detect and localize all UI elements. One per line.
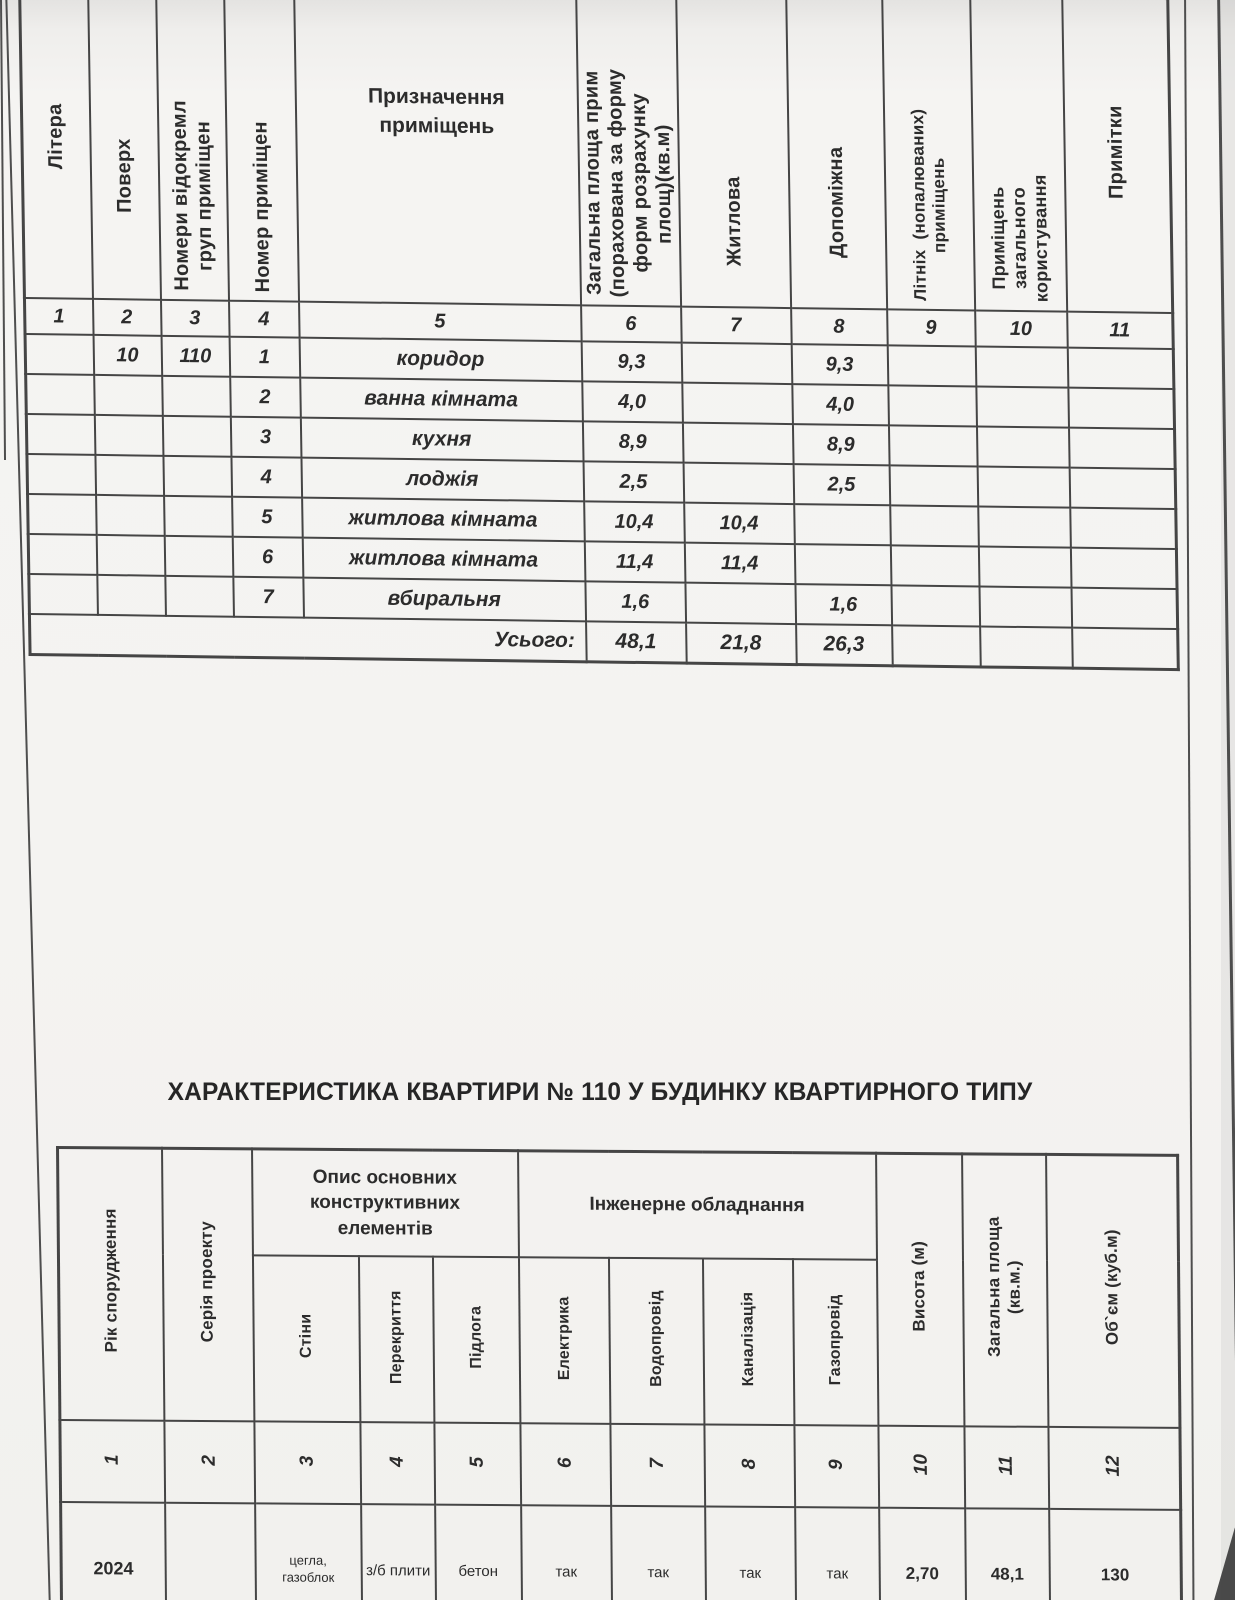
cell-auxiliary-area: 4,0 (792, 384, 889, 425)
totals-auxiliary-area: 26,3 (796, 624, 893, 666)
column-header-project-series (162, 1148, 254, 1421)
page-right-border-line-outer (1217, 0, 1235, 1600)
cell-living-area (682, 423, 793, 464)
cell-empty (978, 506, 1071, 547)
cell-room-number: 1 (229, 337, 300, 378)
cell-empty (888, 425, 977, 466)
cell-room-name: кухня (300, 418, 583, 462)
cell-total-area: 10,4 (584, 501, 685, 542)
column-header-floor (432, 1257, 519, 1424)
cell-total-area: 1,6 (585, 581, 686, 622)
cell-walls: цегла, газоблок (255, 1503, 362, 1600)
column-number: 2 (92, 299, 161, 336)
cell-empty (975, 346, 1068, 387)
column-header-total-area (576, 0, 681, 307)
cell-auxiliary-area: 1,6 (795, 584, 892, 625)
totals-total-area: 48,1 (586, 621, 687, 663)
column-number: 8 (791, 308, 888, 345)
cell-living-area (685, 583, 796, 624)
column-number: 11 (1067, 312, 1174, 349)
cell-room-number: 7 (233, 577, 304, 618)
column-header-floors-structure (358, 1256, 433, 1423)
column-header-floors-structure-label: Перекриття (387, 1289, 405, 1384)
cell-litera (28, 534, 97, 575)
page-corner-shadow (1208, 1528, 1235, 1600)
column-header-floor-label: Підлога (467, 1305, 485, 1369)
cell-empty (1071, 588, 1178, 629)
cell-auxiliary-area: 8,9 (792, 424, 889, 465)
cell-empty (976, 386, 1069, 427)
cell-empty (1072, 628, 1179, 670)
column-number: 7 (681, 307, 792, 344)
cell-room-name: лоджія (301, 458, 584, 502)
column-header-group-numbers-label: Номери відокремл груп приміщен (167, 100, 217, 292)
cell-room-number: 6 (232, 537, 303, 578)
cell-group-number (164, 496, 233, 537)
totals-living-area: 21,8 (686, 623, 797, 665)
cell-floor: бетон (435, 1505, 522, 1600)
cell-project-series (165, 1503, 256, 1600)
cell-total-area: 2,5 (583, 461, 684, 502)
cell-floor (94, 375, 163, 416)
column-header-gas-supply-label: Газопровід (826, 1294, 845, 1386)
cell-empty (1070, 508, 1177, 549)
cell-room-name: вбиральня (303, 578, 586, 622)
column-header-walls (252, 1255, 359, 1422)
cell-floor: 10 (93, 335, 162, 376)
column-header-common-rooms (970, 0, 1067, 312)
cell-empty (892, 625, 981, 667)
cell-room-name: житлова кімната (302, 498, 585, 542)
cell-empty (1067, 348, 1174, 389)
cell-room-number: 4 (231, 457, 302, 498)
column-number (878, 1426, 965, 1509)
column-header-poverh (88, 0, 161, 300)
cell-gas-supply: так (795, 1507, 880, 1600)
cell-electricity: так (521, 1505, 612, 1600)
cell-auxiliary-area (794, 544, 891, 585)
column-number (164, 1421, 255, 1504)
column-number (434, 1423, 521, 1506)
cell-empty (980, 626, 1073, 668)
cell-room-number: 2 (230, 377, 301, 418)
cell-litera (26, 374, 95, 415)
column-header-notes (1062, 0, 1173, 313)
column-number-label: 4 (386, 1456, 408, 1468)
apartment-characteristics-table (56, 1146, 1183, 1600)
column-number (704, 1425, 795, 1508)
room-areas-table (18, 0, 1180, 671)
cell-total-area: 48,1 (965, 1508, 1050, 1600)
cell-empty (978, 546, 1071, 587)
cell-empty (1069, 428, 1176, 469)
cell-total-area: 8,9 (582, 421, 683, 462)
column-number-label: 2 (198, 1455, 220, 1467)
cell-empty (1068, 388, 1175, 429)
cell-group-number (165, 576, 234, 617)
cell-water-supply: так (611, 1506, 706, 1600)
column-number-label: 5 (466, 1457, 488, 1468)
column-number (520, 1423, 611, 1506)
column-header-construction-year (58, 1148, 164, 1421)
cell-living-area (683, 463, 794, 504)
column-header-total-area-label: Загальна площа (кв.м.) (983, 1216, 1025, 1357)
column-header-room-number-label: Номер приміщен (248, 120, 274, 293)
column-header-notes-label: Примітки (1104, 105, 1128, 200)
column-header-room-purpose (294, 0, 581, 305)
column-header-water-supply-label: Водопровід (647, 1290, 666, 1388)
column-header-total-area (962, 1154, 1048, 1427)
cell-empty (887, 345, 976, 386)
column-header-volume-label: Об`єм (куб.м) (1101, 1229, 1122, 1346)
column-number: 1 (24, 298, 93, 335)
group-header-engineering-equipment: Інженерне обладнання (518, 1151, 877, 1260)
column-header-total-area-label: Загальна площа прим (порахована за форму форм розрахунку площ)(кв.м) (579, 68, 676, 297)
cell-group-number (164, 536, 233, 577)
cell-floor (96, 535, 165, 576)
cell-living-area (682, 383, 793, 424)
cell-floors-structure: з/б плити (361, 1504, 436, 1600)
cell-total-area: 11,4 (584, 541, 685, 582)
cell-litera (26, 414, 95, 455)
cell-floor (94, 415, 163, 456)
cell-height: 2,70 (879, 1508, 966, 1600)
cell-room-number: 5 (232, 497, 303, 538)
column-number-label: 1 (101, 1454, 123, 1466)
column-header-auxiliary-area-label: Допоміжна (824, 146, 849, 258)
column-number (1048, 1427, 1181, 1510)
column-header-height-label: Висота (м) (909, 1240, 929, 1332)
cell-empty (890, 505, 979, 546)
column-header-auxiliary-area (786, 0, 887, 309)
cell-empty (1069, 468, 1176, 509)
column-number-label: 10 (910, 1453, 932, 1476)
column-header-construction-year-label: Рік спорудження (100, 1208, 121, 1353)
column-header-sewerage-label: Каналізація (739, 1292, 758, 1387)
column-number: 4 (229, 301, 300, 338)
cell-living-area (681, 343, 792, 384)
cell-group-number (163, 456, 232, 497)
cell-group-number (162, 376, 231, 417)
column-number (794, 1425, 879, 1508)
cell-room-number: 3 (230, 417, 301, 458)
column-header-litera (20, 0, 93, 299)
table2-column-numbers-row (60, 1420, 1181, 1510)
section-title: ХАРАКТЕРИСТИКА КВАРТИРИ № 110 У БУДИНКУ КВАРТИРНОГО ТИПУ (167, 1078, 1033, 1106)
column-number: 5 (299, 302, 582, 342)
cell-auxiliary-area (794, 504, 891, 545)
column-header-living-area (676, 0, 791, 308)
cell-group-number: 110 (161, 336, 230, 377)
cell-room-name: коридор (299, 338, 582, 382)
column-number (610, 1424, 705, 1507)
column-header-electricity (519, 1257, 610, 1424)
column-header-common-rooms-label: Приміщень загального користування (986, 174, 1052, 303)
cell-construction-year: 2024 (61, 1502, 166, 1600)
cell-floor (95, 455, 164, 496)
cell-auxiliary-area: 9,3 (791, 344, 888, 385)
cell-floor (97, 575, 166, 616)
cell-room-name: ванна кімната (300, 378, 583, 422)
column-number (360, 1422, 435, 1505)
column-number (60, 1420, 165, 1503)
cell-total-area: 4,0 (582, 381, 683, 422)
column-header-summer-rooms-label: Літніх (нопалюваних) приміщень (907, 108, 949, 301)
table2-group-header-row (58, 1148, 1179, 1262)
column-number-label: 6 (554, 1457, 576, 1469)
column-number: 6 (581, 305, 682, 342)
cell-floor (96, 495, 165, 536)
column-header-gas-supply (793, 1259, 879, 1426)
cell-empty (888, 385, 977, 426)
cell-litera (29, 574, 98, 615)
column-number (964, 1426, 1049, 1509)
column-header-project-series-label: Серія проекту (196, 1220, 218, 1342)
column-header-summer-rooms (882, 0, 975, 310)
column-number: 3 (160, 300, 229, 337)
column-header-room-number (224, 0, 299, 302)
column-header-group-numbers (156, 0, 229, 301)
cell-empty (976, 426, 1069, 467)
column-header-living-area-label: Житлова (721, 176, 746, 267)
cell-living-area: 11,4 (684, 543, 795, 584)
cell-sewerage: так (705, 1507, 796, 1600)
column-number: 10 (975, 310, 1068, 347)
column-header-walls-label: Стіни (297, 1314, 315, 1359)
cell-empty (977, 466, 1070, 507)
group-header-constructive-elements: Опис основних конструктивних елементів (252, 1149, 519, 1257)
table2-double-left-line (0, 0, 6, 460)
column-number-label: 11 (995, 1455, 1017, 1476)
column-header-sewerage (703, 1259, 794, 1426)
column-number-label: 3 (296, 1456, 318, 1467)
cell-auxiliary-area: 2,5 (793, 464, 890, 505)
column-number-label: 7 (646, 1458, 668, 1470)
column-header-litera-label: Літера (43, 103, 67, 170)
column-number: 9 (887, 309, 976, 346)
totals-label: Усього: (29, 614, 586, 662)
cell-litera (28, 494, 97, 535)
cell-total-area: 9,3 (581, 341, 682, 382)
cell-empty (979, 586, 1072, 627)
cell-empty (889, 465, 978, 506)
cell-group-number (162, 416, 231, 457)
table1-header-row (20, 0, 1173, 313)
column-number (254, 1421, 361, 1504)
column-header-poverh-label: Поверх (112, 138, 136, 214)
cell-living-area: 10,4 (684, 503, 795, 544)
cell-litera (27, 454, 96, 495)
cell-litera (25, 334, 94, 375)
page-right-border-line-inner (1184, 0, 1195, 1600)
column-number-label: 9 (825, 1459, 847, 1471)
column-header-water-supply (609, 1258, 704, 1425)
column-header-volume (1046, 1154, 1180, 1427)
cell-room-name: житлова кімната (302, 538, 585, 582)
cell-empty (1070, 548, 1177, 589)
column-header-electricity-label: Електрика (555, 1296, 573, 1380)
column-header-room-purpose-label: Призначення приміщень (367, 84, 505, 139)
column-number-label: 8 (738, 1459, 760, 1470)
cell-empty (890, 545, 979, 586)
column-number-label: 12 (1103, 1455, 1125, 1477)
table2-data-row (61, 1502, 1182, 1600)
cell-empty (891, 585, 980, 626)
column-header-height (876, 1153, 964, 1426)
cell-volume: 130 (1049, 1509, 1182, 1600)
